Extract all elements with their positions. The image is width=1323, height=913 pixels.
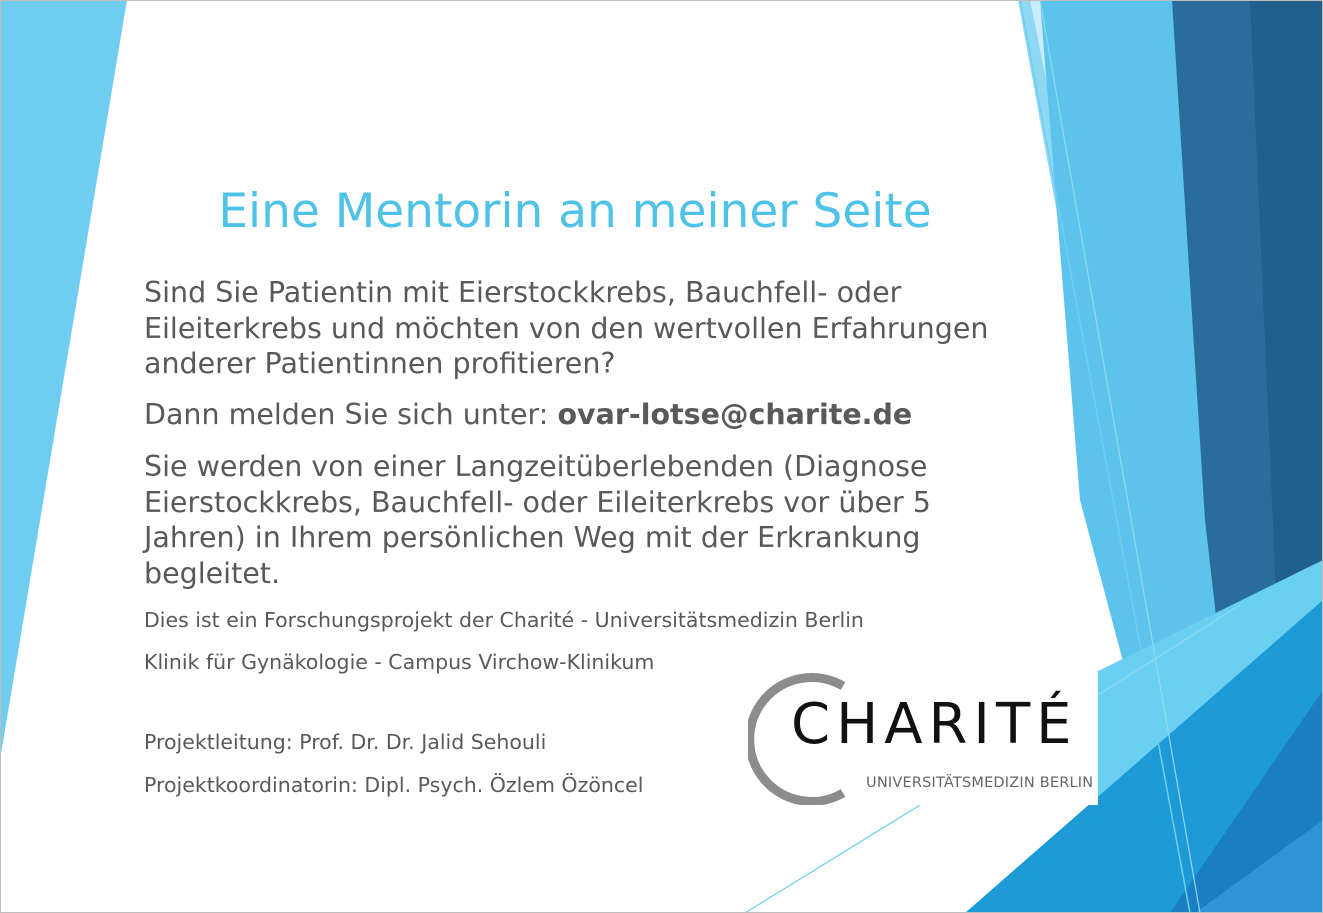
thin-line bbox=[745, 805, 920, 913]
support-line: Sie werden von einer Langzeitüberlebenden (Diagnose bbox=[144, 450, 928, 483]
slide-title: Eine Mentorin an meiner Seite bbox=[218, 184, 932, 239]
support-line: Jahren) in Ihrem persönlichen Weg mit der Erkrankung bbox=[144, 521, 921, 554]
intro-line: anderer Patientinnen profitieren? bbox=[144, 347, 616, 380]
contact-paragraph bbox=[144, 397, 912, 433]
project-coordinator: Projektkoordinatorin: Dipl. Psych. Özlem Özöncel bbox=[144, 773, 644, 797]
intro-paragraph bbox=[144, 275, 988, 382]
intro-line: Sind Sie Patientin mit Eierstockkrebs, Bauchfell- oder bbox=[144, 276, 902, 309]
clinic-note: Klinik für Gynäkologie - Campus Virchow-Klinikum bbox=[144, 650, 655, 674]
contact-email-link[interactable]: ovar-lotse@charite.de bbox=[557, 398, 913, 431]
support-line: begleitet. bbox=[144, 556, 281, 590]
support-paragraph bbox=[144, 449, 931, 591]
charite-logo bbox=[748, 672, 1098, 805]
project-lead: Projektleitung: Prof. Dr. Dr. Jalid Sehouli bbox=[144, 730, 547, 754]
intro-line: Eileiterkrebs und möchten von den wertvollen Erfahrungen bbox=[144, 311, 989, 345]
support-line: Eierstockkrebs, Bauchfell- oder Eileiterkrebs vor über 5 bbox=[144, 485, 931, 519]
contact-prefix: Dann melden Sie sich unter: bbox=[144, 398, 558, 431]
left-wedge-shape bbox=[0, 0, 127, 760]
logo-subline: UNIVERSITÄTSMEDIZIN BERLIN bbox=[866, 775, 1094, 791]
research-note: Dies ist ein Forschungsprojekt der Charité - Universitätsmedizin Berlin bbox=[144, 608, 864, 632]
logo-wordmark: CHARITÉ bbox=[791, 692, 1078, 757]
